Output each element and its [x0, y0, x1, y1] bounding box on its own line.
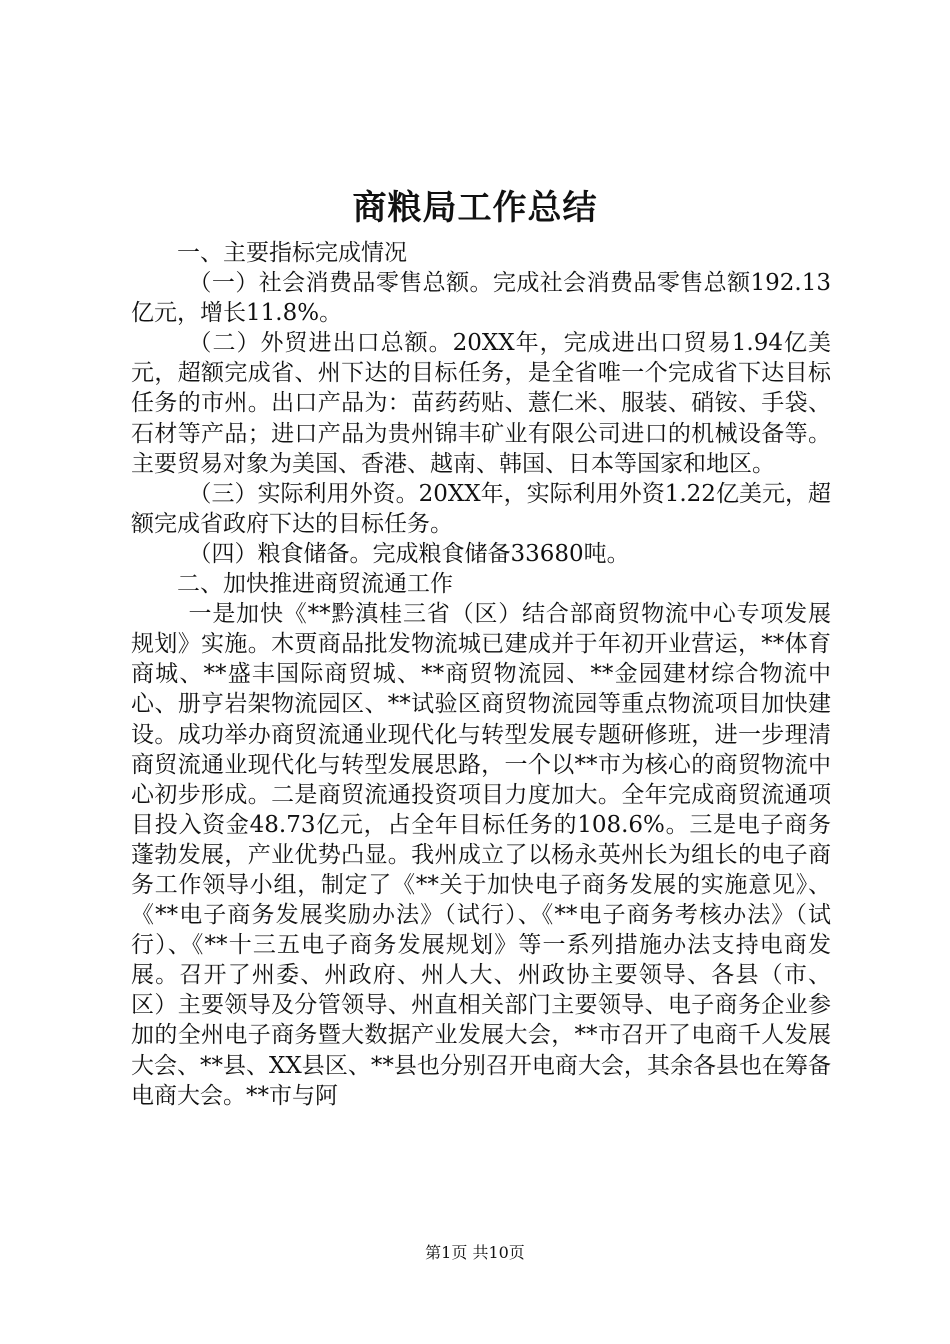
document-title: 商粮局工作总结: [352, 188, 598, 228]
section-heading-1: 一、主要指标完成情况: [177, 240, 407, 266]
page-footer: 第1页 共10页: [425, 1243, 525, 1262]
paragraph-foreign-trade: （二）外贸进出口总额。20XX年，完成进出口贸易1.94亿美元，超额完成省、州下达的目标任务，是全省唯一个完成省下达目标任务的市州。出口产品为：苗药药贴、薏仁米、服装、硝铵、手袋、石材等产品；进口产品为贵州锦丰矿业有限公司进口的机械设备等。主要贸易对象为美国、香港、越南、韩国、日本等国家和地区。: [131, 330, 831, 477]
document-body: [131, 238, 831, 1111]
paragraph-commerce-circulation: 一是加快《**黔滇桂三省（区）结合部商贸物流中心专项发展规划》实施。木贾商品批发物流城已建成并于年初开业营运，**体育商城、**盛丰国际商贸城、**商贸物流园、**金园建材综合物流中心、册亨岩架物流园区、**试验区商贸物流园等重点物流项目加快建设。成功举办商贸流通业现代化与转型发展专题研修班，进一步理清商贸流通业现代化与转型发展思路，一个以**市为核心的商贸物流中心初步形成。二是商贸流通投资项目力度加大。全年完成商贸流通项目投入资金48.73亿元，占全年目标任务的108.6%。三是电子商务蓬勃发展，产业优势凸显。我州成立了以杨永英州长为组长的电子商务工作领导小组，制定了《**关于加快电子商务发展的实施意见》、《**电子商务发展奖励办法》（试行）、《**电子商务考核办法》（试行）、《**十三五电子商务发展规划》等一系列措施办法支持电商发展。召开了州委、州政府、州人大、州政协主要领导、各县（市、区）主要领导及分管领导、州直相关部门主要领导、电子商务企业参加的全州电子商务暨大数据产业发展大会，**市召开了电商千人发展大会、**县、XX县区、**县也分别召开电商大会，其余各县也在筹备电商大会。**市与阿: [131, 601, 831, 1109]
paragraph-grain-reserve: （四）粮食储备。完成粮食储备33680吨。: [188, 540, 630, 567]
section-heading-2: 二、加快推进商贸流通工作: [177, 571, 453, 598]
paragraph-retail-sales: （一）社会消费品零售总额。完成社会消费品零售总额192.13亿元，增长11.8%。: [131, 270, 831, 327]
paragraph-foreign-investment: （三）实际利用外资。20XX年，实际利用外资1.22亿美元，超额完成省政府下达的目标任务。: [131, 480, 831, 537]
